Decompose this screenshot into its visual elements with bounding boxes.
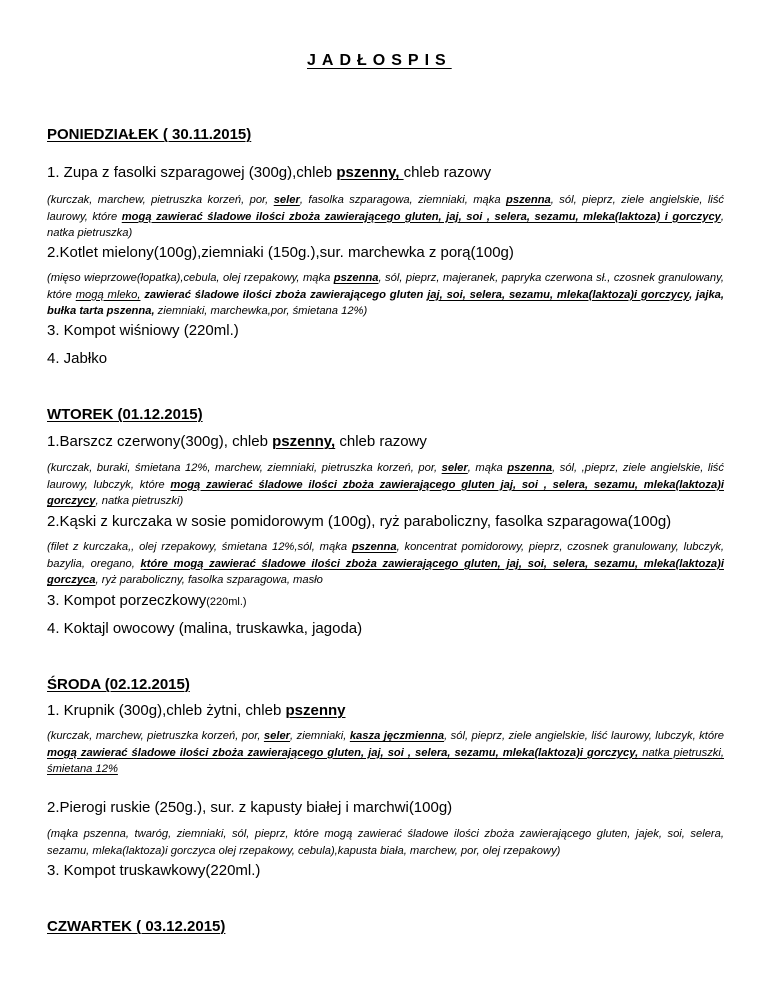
dish-tuesday-3: 3. Kompot porzeczkowy(220ml.) <box>47 592 247 609</box>
day-heading-monday: PONIEDZIAŁEK ( 30.11.2015) <box>47 126 252 143</box>
dish-tuesday-4: 4. Koktajl owocowy (malina, truskawka, jagoda) <box>47 620 363 637</box>
ingredients-wednesday-1: (kurczak, marchew, pietruszka korzeń, por, seler, ziemniaki, kasza jęczmienna, sól, pieprz, ziele angielskie, liść laurowy, lubczyk, które mogą zawierać śladowe ilości zboża zawierającego gluten, jaj, soi , selera, sezamu, mleka(laktoza)i gorczycy, natka pietruszki, śmietana 12% <box>47 730 725 775</box>
ingredients-tuesday-1: (kurczak, buraki, śmietana 12%, marchew, ziemniaki, pietruszka korzeń, por, seler, mąka pszenna, sól, ,pieprz, ziele angielskie, liść laurowy, lubczyk, które mogą zawierać śladowe ilości zboża zawierającego gluten jaj, soi , selera, sezamu, mleka(laktoza)i gorczycy, natka pietruszki) <box>47 462 724 507</box>
ingredients-monday-1: (kurczak, marchew, pietruszka korzeń, por, seler, fasolka szparagowa, ziemniaki, mąka pszenna, sól, pieprz, ziele angielskie, liść laurowy, które mogą zawierać śladowe ilości zboża zawierającego gluten, jaj, soi , selera, sezamu, mleka(laktoza) i gorczycy, natka pietruszka) <box>47 194 725 239</box>
day-heading-thursday: CZWARTEK ( 03.12.2015) <box>47 918 226 935</box>
dish-monday-2: 2.Kotlet mielony(100g),ziemniaki (150g.),sur. marchewka z porą(100g) <box>47 244 514 261</box>
document-title: JADŁOSPIS <box>307 52 452 69</box>
dish-monday-1: 1. Zupa z fasolki szparagowej (300g),chleb pszenny, chleb razowy <box>47 164 492 181</box>
ingredients-tuesday-2: (filet z kurczaka,, olej rzepakowy, śmietana 12%,sól, mąka pszenna, koncentrat pomidorowy, pieprz, czosnek granulowany, lubczyk, bazylia, oregano, które mogą zawierać śladowe ilości zboża zawierającego gluten, jaj, soi, selera, sezamu, mleka(laktoza)i gorczyca, ryż paraboliczny, fasolka szparagowa, masło <box>47 541 724 586</box>
day-heading-tuesday: WTOREK (01.12.2015) <box>47 406 203 423</box>
dish-wednesday-3: 3. Kompot truskawkowy(220ml.) <box>47 862 261 879</box>
dish-wednesday-2: 2.Pierogi ruskie (250g.), sur. z kapusty białej i marchwi(100g) <box>47 799 453 816</box>
dish-monday-3: 3. Kompot wiśniowy (220ml.) <box>47 322 239 339</box>
day-heading-wednesday: ŚRODA (02.12.2015) <box>47 676 190 693</box>
dish-monday-4: 4. Jabłko <box>47 350 108 367</box>
dish-tuesday-2: 2.Kąski z kurczaka w sosie pomidorowym (100g), ryż paraboliczny, fasolka szparagowa(100g) <box>47 513 672 530</box>
ingredients-wednesday-2: (mąka pszenna, twaróg, ziemniaki, sól, pieprz, które mogą zawierać śladowe ilości zboża zawierającego gluten, jajek, soi, selera, sezamu, mleka(laktoza)i gorczyca olej rzepakowy, cebula),kapusta biała, marchew, por, olej rzepakowy) <box>47 828 724 857</box>
dish-tuesday-1: 1.Barszcz czerwony(300g), chleb pszenny, chleb razowy <box>47 433 427 450</box>
dish-wednesday-1: 1. Krupnik (300g),chleb żytni, chleb pszenny <box>47 702 346 719</box>
ingredients-monday-2: (mięso wieprzowe(łopatka),cebula, olej rzepakowy, mąka pszenna, sól, pieprz, majeranek, papryka czerwona sł., czosnek granulowany, które mogą mleko, zawierać śladowe ilości zboża zawierającego gluten jaj, soi, selera, sezamu, mleka(laktoza)i gorczycy, jajka, bułka tarta pszenna, ziemniaki, marchewka,por, śmietana 12%) <box>47 272 724 317</box>
